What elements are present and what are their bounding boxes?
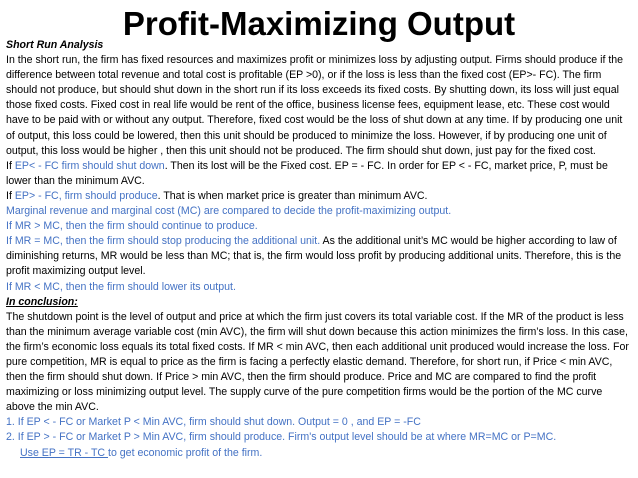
mr-greater-line: If MR > MC, then the firm should continue to produce. [6,220,258,233]
rule-produce-highlight: EP> - FC, firm should produce [14,189,158,202]
rule-shut-down-prefix: If [6,159,15,172]
rule-produce-text: . That is when market price is greater than minimum AVC. [157,189,428,202]
rule-shut-down [6,159,634,189]
conclusion-use-line [6,446,634,461]
page-title: Profit-Maximizing Output [122,5,516,42]
mr-equal-text: As the additional unit’s MC would be higher according to law of diminishing returns, MR would be less than MC; that is, the firm would loss profit by producing additional units. Therefore, this is the profit maximizing output level. [6,235,622,278]
short-run-paragraph: In the short run, the firm has fixed resources and maximizes profit or minimizes loss by adjusting output. Firms should produce if the difference between total revenue and total cost is profitable (EP >0), or if the loss is less than the fixed cost (EP>- FC). The firm should not produce, but should shut down in the short run if its loss exceeds its fixed costs. By shutting down, its loss will just equal those fixed costs. Fixed cost in real life would be rent of the office, business license fees, equipment lease, etc. These cost would have to be paid with or without any output. Therefore, fixed cost would be the loss of shut down at any time. If by producing one unit of output, this loss could be lowered, then this unit should be produced to minimize the loss. However, if by producing one unit of output, this loss would be higher , then this unit should not be produced. The firm should shut down, just pay for the fixed cost. [6,54,624,157]
conclusion-point-1: 1. If EP < - FC or Market P < Min AVC, firm should shut down. Output = 0 , and EP = -FC [6,416,421,429]
rule-shut-down-highlight: EP< - FC firm should shut down [14,159,165,172]
section-heading-conclusion: In conclusion: [6,295,78,308]
rule-produce-prefix: If [6,189,15,202]
document-body [6,38,634,461]
mr-equal-highlight: If MR = MC, then the firm should stop producing the additional unit. [6,235,321,248]
conclusion-point-2: 2. If EP > - FC or Market P > Min AVC, firm should produce. Firm's output level should be at where MR=MC or P=MC. [6,431,557,444]
conclusion-use-text: to get economic profit of the firm. [108,446,263,459]
mr-less-line: If MR < MC, then the firm should lower its output. [6,280,236,293]
mr-equal-paragraph [6,234,634,279]
ep-formula-link[interactable]: Use EP = TR - TC [20,446,109,459]
marginal-comparison-line: Marginal revenue and marginal cost (MC) are compared to decide the profit-maximizing output. [6,205,452,218]
rule-produce [6,189,634,204]
conclusion-paragraph: The shutdown point is the level of output and price at which the firm just covers its total variable cost. If the MR of the product is less than the minimum average variable cost (min AVC), the firm will shut down because this action minimizes the firm’s loss. In this case, the firm’s economic loss equals its total fixed costs. If MR < min AVC, then each additional unit produced would increase the loss. For pure competition, MR is equal to price as the firm is facing a perfectly elastic demand. Therefore, for short run, if Price < min AVC, then the firm should shut down. If Price > min AVC, then the firm should produce. Price and MC are compared to find the profit maximizing or loss minimizing output level. The supply curve of the pure competition firms would be the portion of the MC curve above the min AVC. [6,310,629,414]
section-heading-short-run: Short Run Analysis [6,39,104,51]
rule-shut-down-text: . Then its lost will be the Fixed cost. EP = - FC. In order for EP < - FC, market price, P, must be lower than the minimum AVC. [6,159,608,187]
